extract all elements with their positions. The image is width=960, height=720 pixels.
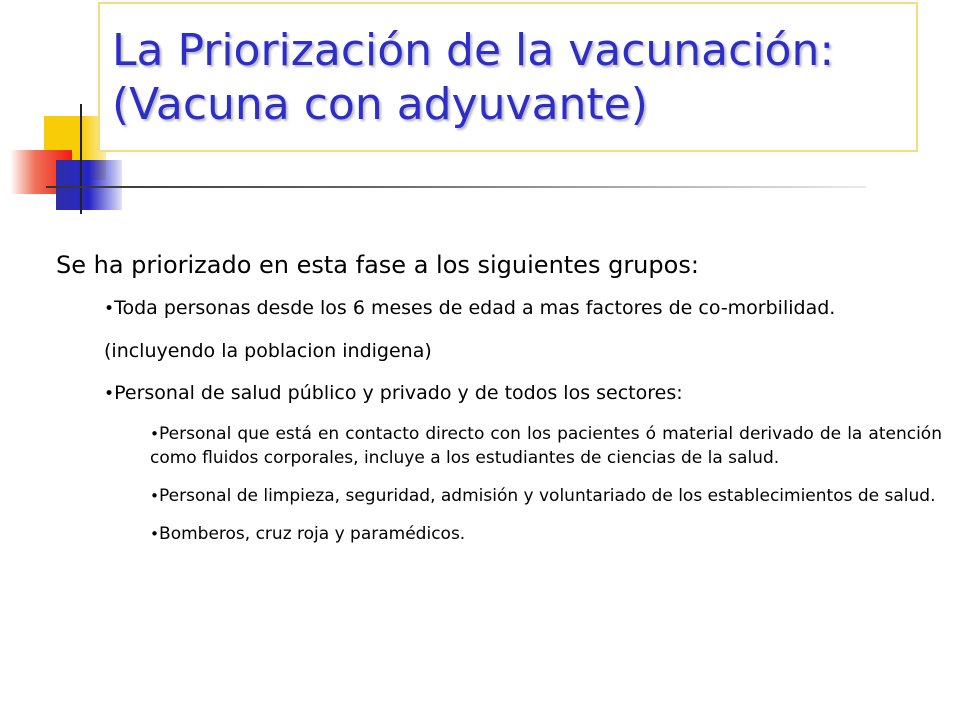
sub-list-item-text: Bomberos, cruz roja y paramédicos. <box>159 524 466 544</box>
sub-list-item <box>150 484 942 508</box>
bullet-icon: • <box>150 425 160 443</box>
title-line-2: (Vacuna con adyuvante) <box>112 79 648 130</box>
lead-text: Se ha priorizado en esta fase a los siguientes grupos: <box>56 251 699 279</box>
bullet-icon: • <box>104 384 115 404</box>
decor-horizontal-line <box>46 186 866 188</box>
list-note <box>104 337 942 365</box>
slide-body <box>56 250 942 560</box>
title-line-1: La Priorización de la vacunación: <box>112 25 835 76</box>
list-note-text: (incluyendo la poblacion indigena) <box>104 340 432 362</box>
list-item-text: Toda personas desde los 6 meses de edad a mas factores de co-morbilidad. <box>114 297 836 319</box>
decor-vertical-line <box>80 104 82 214</box>
list-item <box>104 294 942 323</box>
slide-title <box>112 24 912 132</box>
bullet-icon: • <box>104 299 115 319</box>
decor-blue-square <box>56 160 122 210</box>
bullet-icon: • <box>150 525 160 543</box>
sub-list-item <box>150 522 942 546</box>
bullet-icon: • <box>150 487 160 505</box>
list-item-text: Personal de salud público y privado y de todos los sectores: <box>114 382 683 404</box>
sub-list-item <box>150 422 942 470</box>
sub-list-item-text: Personal que está en contacto directo con los pacientes ó material derivado de la atención como fluidos corporales, incluye a los estudiantes de ciencias de la salud. <box>150 424 942 468</box>
list-item <box>104 379 942 408</box>
sub-list-item-text: Personal de limpieza, seguridad, admisión y voluntariado de los establecimientos de salud. <box>159 486 936 506</box>
